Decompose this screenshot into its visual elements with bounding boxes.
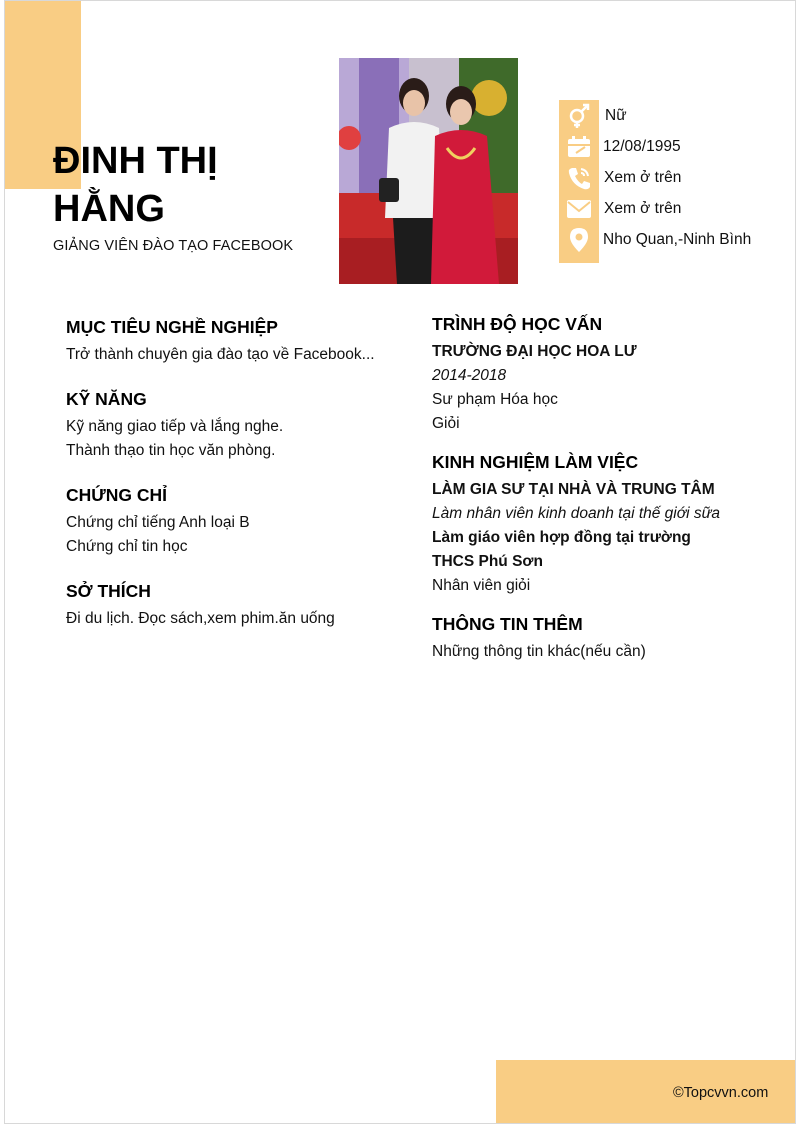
skills-section [66,387,396,463]
extra-info-heading: THÔNG TIN THÊM [432,614,583,634]
hobbies-text: Đi du lịch. Đọc sách,xem phim.ăn uống [66,610,335,627]
objective-text: Trở thành chuyên gia đào tạo về Facebook... [66,346,375,363]
education-major: Sư phạm Hóa học [432,391,558,408]
left-column [66,315,396,651]
gender-value: Nữ [605,107,627,124]
job-description-1: Làm nhân viên kinh doanh tại thế giới sữa [432,505,721,522]
certificate-item: Chứng chỉ tin học [66,538,188,555]
right-column [432,312,726,678]
job-title-1: LÀM GIA SƯ TẠI NHÀ VÀ TRUNG TÂM [432,481,715,498]
footer-credit: ©Topcvvn.com [673,1085,769,1101]
certificate-item: Chứng chỉ tiếng Anh loại B [66,514,250,531]
phone-icon [559,162,599,193]
email-icon [559,193,599,224]
certificates-section [66,483,396,559]
name-line-1: ĐINH THỊ [53,140,218,182]
skill-item: Kỹ năng giao tiếp và lắng nghe. [66,418,284,435]
phone-value: Xem ở trên [604,169,682,186]
objective-heading: MỤC TIÊU NGHỀ NGHIỆP [66,317,278,337]
contact-icon-bar [559,100,599,263]
profile-photo [339,58,518,284]
hobbies-heading: SỞ THÍCH [66,581,151,601]
skills-heading: KỸ NĂNG [66,389,147,409]
education-heading: TRÌNH ĐỘ HỌC VẤN [432,314,603,334]
objective-section [66,315,396,367]
job-description-2: Nhân viên giỏi [432,577,531,594]
job-title: GIẢNG VIÊN ĐÀO TẠO FACEBOOK [53,238,294,254]
education-section [432,312,726,436]
skill-item: Thành thạo tin học văn phòng. [66,442,276,459]
gender-icon [559,100,599,131]
school-name: TRƯỜNG ĐẠI HỌC HOA LƯ [432,343,637,360]
extra-info-text: Những thông tin khác(nếu cần) [432,643,646,660]
cv-page [4,0,796,1124]
experience-section [432,450,726,598]
certificates-heading: CHỨNG CHỈ [66,485,168,505]
email-value: Xem ở trên [604,200,682,217]
birthdate-value: 12/08/1995 [603,138,681,155]
hobbies-section [66,579,396,631]
job-title-2: Làm giáo viên hợp đồng tại trường THCS Phú Sơn [432,529,691,570]
extra-info-section [432,612,726,664]
experience-heading: KINH NGHIỆM LÀM VIỆC [432,452,639,472]
candidate-name [53,137,313,233]
location-icon [559,224,599,255]
address-value: Nho Quan,-Ninh Bình [603,231,752,248]
calendar-icon [559,131,599,162]
education-years: 2014-2018 [432,367,507,384]
name-line-2: HẰNG [53,188,165,230]
education-grade: Giỏi [432,415,460,432]
